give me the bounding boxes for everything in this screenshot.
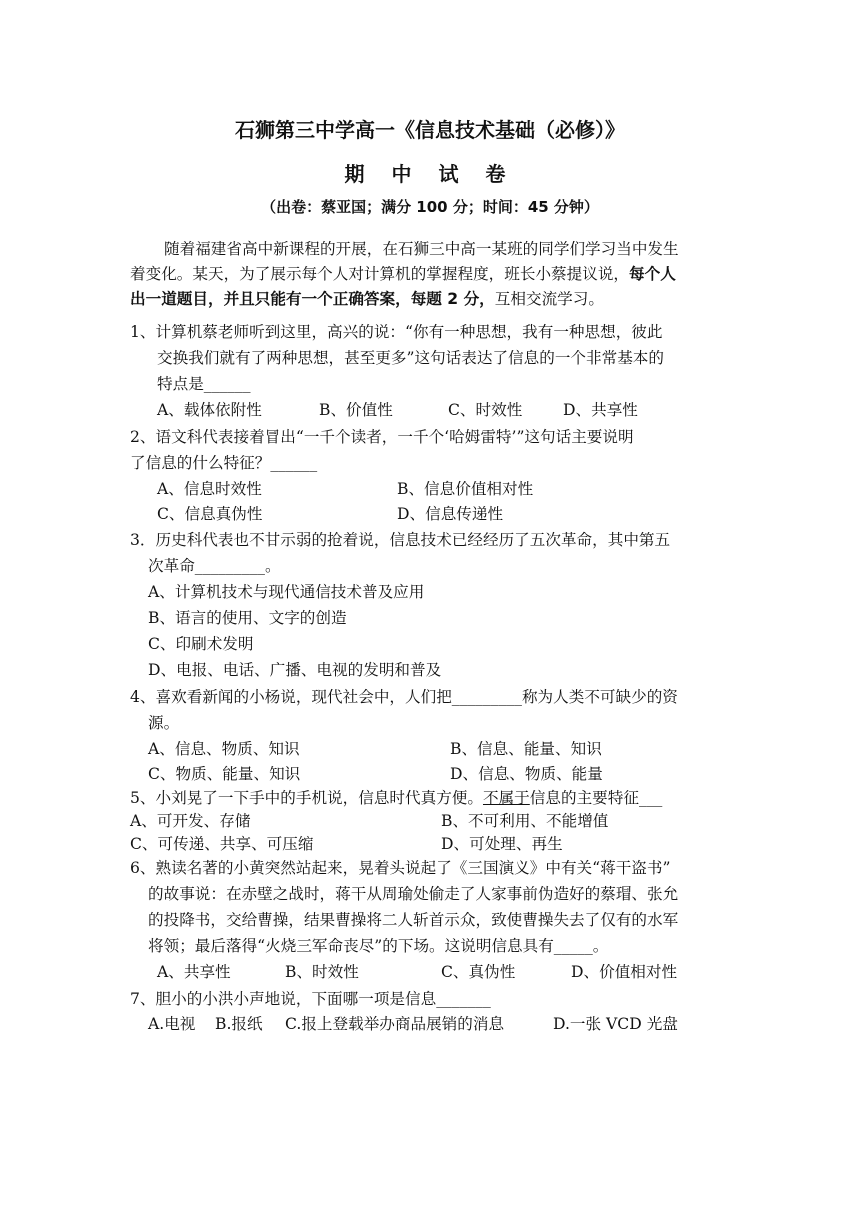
q5-line-1-post: 信息的主要特征___ [529, 789, 663, 807]
q6-option-d: D、价值相对性 [571, 963, 678, 981]
q2-option-a: A、信息时效性 [157, 480, 262, 498]
intro-line-2-bold: 每个人 [629, 265, 676, 283]
q6-option-c: C、真伪性 [441, 963, 516, 981]
q7-option-b: B.报纸 [215, 1015, 263, 1033]
q4-option-b: B、信息、能量、知识 [450, 740, 602, 758]
intro-line-2-text: 着变化。某天，为了展示每个人对计算机的掌握程度，班长小蔡提议说， [130, 265, 630, 283]
q1-option-b: B、价值性 [319, 401, 393, 419]
q2-line-1: 2、语文科代表接着冒出“一千个读者，一千个‘哈姆雷特’”这句话主要说明 [130, 428, 634, 446]
q4-option-a: A、信息、物质、知识 [148, 740, 300, 758]
q1-line-2: 交换我们就有了两种思想，甚至更多”这句话表达了信息的一个非常基本的 [157, 349, 664, 367]
intro-line-3-rest: 互相交流学习。 [494, 290, 604, 308]
q1-option-a: A、载体依附性 [157, 401, 262, 419]
q4-line-2: 源。 [148, 714, 180, 732]
q3-option-d: D、电报、电话、广播、电视的发明和普及 [148, 661, 442, 679]
q3-option-a: A、计算机技术与现代通信技术普及应用 [148, 583, 425, 601]
intro-line-1: 随着福建省高中新课程的开展，在石狮三中高一某班的同学们学习当中发生 [164, 240, 679, 258]
page-title: 石狮第三中学高一《信息技术基础（必修）》 [235, 118, 625, 142]
q4-option-c: C、物质、能量、知识 [148, 765, 301, 783]
q7-option-a: A.电视 [148, 1015, 196, 1033]
q1-line-3: 特点是______ [157, 375, 251, 393]
q3-line-2: 次革命_________。 [148, 557, 281, 575]
intro-line-2 [130, 263, 676, 285]
q6-line-4: 将领；最后落得“火烧三军命丧尽”的下场。这说明信息具有_____。 [148, 937, 609, 955]
q2-line-2: 了信息的什么特征？______ [130, 454, 318, 472]
intro-line-3-bold: 出一道题目，并且只能有一个正确答案，每题 2 分， [130, 290, 495, 308]
q3-option-b: B、语言的使用、文字的创造 [148, 609, 347, 627]
q3-option-c: C、印刷术发明 [148, 635, 254, 653]
q6-option-a: A、共享性 [157, 963, 231, 981]
q1-option-d: D、共享性 [563, 401, 638, 419]
q5-option-b: B、不可利用、不能增值 [441, 812, 609, 830]
intro-line-3 [130, 288, 604, 310]
q2-option-b: B、信息价值相对性 [397, 480, 534, 498]
q5-line-1 [130, 787, 662, 809]
q2-option-c: C、信息真伪性 [157, 505, 263, 523]
q5-option-a: A、可开发、存储 [130, 812, 251, 830]
q3-line-1: 3．历史科代表也不甘示弱的抢着说，信息技术已经经历了五次革命，其中第五 [130, 531, 671, 549]
q2-option-d: D、信息传递性 [397, 505, 504, 523]
q4-line-1: 4、喜欢看新闻的小杨说，现代社会中，人们把_________称为人类不可缺少的资 [130, 688, 678, 706]
q7-option-c: C.报上登载举办商品展销的消息 [285, 1015, 505, 1033]
page-subtitle: 期 中 试 卷 [344, 162, 516, 186]
q5-line-1-underlined: 不属于 [482, 789, 530, 807]
q6-option-b: B、时效性 [285, 963, 359, 981]
exam-info: （出卷：蔡亚国；满分 100 分；时间：45 分钟） [261, 198, 599, 216]
q4-option-d: D、信息、物质、能量 [450, 765, 603, 783]
q6-line-2: 的故事说：在赤壁之战时，蒋干从周瑜处偷走了人家事前伪造好的蔡瑁、张允 [148, 885, 679, 903]
q5-line-1-pre: 5、小刘晃了一下手中的手机说，信息时代真方便。 [130, 789, 483, 807]
q1-line-1: 1、计算机蔡老师听到这里，高兴的说：“你有一种思想，我有一种思想，彼此 [130, 323, 663, 341]
q7-option-d: D.一张 VCD 光盘 [553, 1015, 678, 1033]
q6-line-3: 的投降书，交给曹操，结果曹操将二人斩首示众，致使曹操失去了仅有的水军 [148, 911, 679, 929]
q6-line-1: 6、熟读名著的小黄突然站起来，晃着头说起了《三国演义》中有关“蒋干盗书” [130, 859, 671, 877]
q5-option-c: C、可传递、共享、可压缩 [130, 835, 314, 853]
q7-line-1: 7、胆小的小洪小声地说，下面哪一项是信息_______ [130, 990, 491, 1008]
q5-option-d: D、可处理、再生 [441, 835, 563, 853]
q1-option-c: C、时效性 [448, 401, 523, 419]
